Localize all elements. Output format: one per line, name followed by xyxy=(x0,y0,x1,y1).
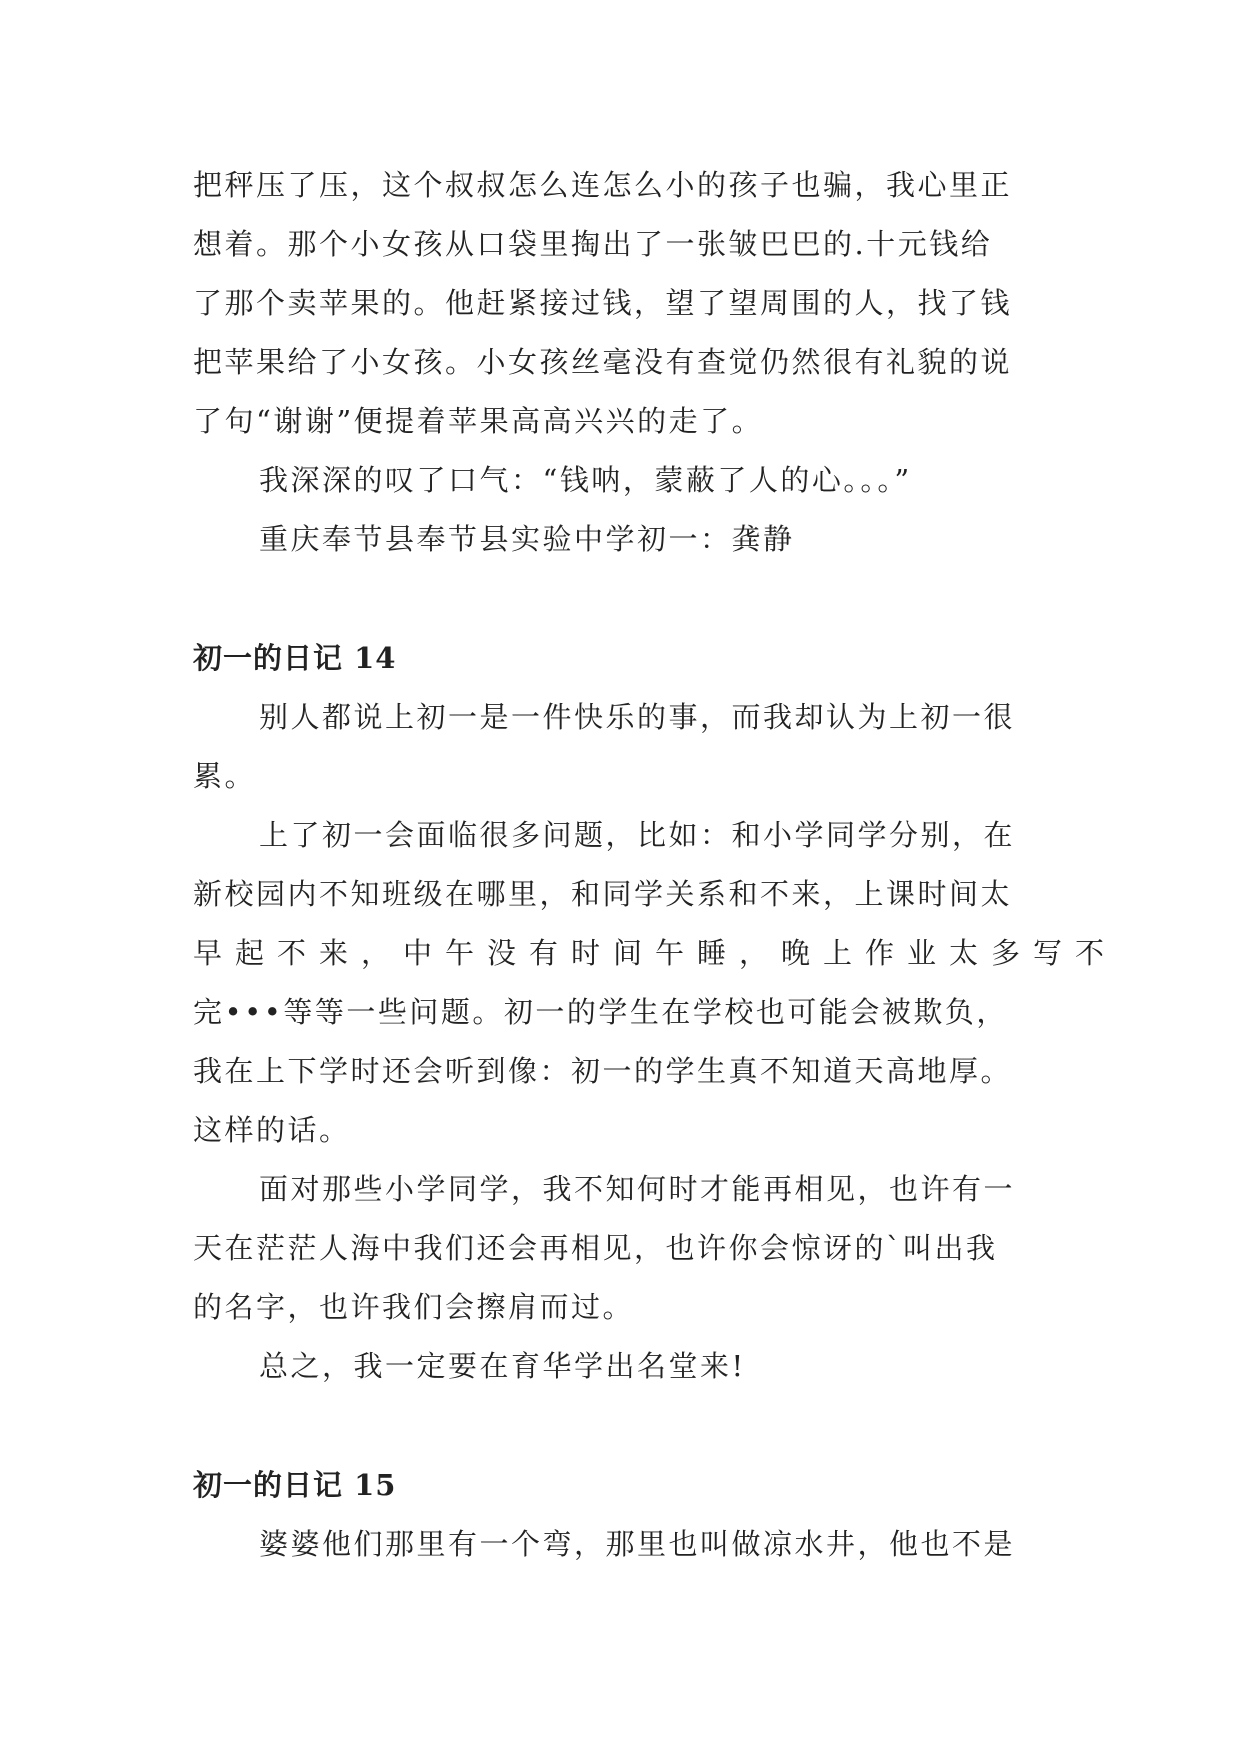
diary-14-paragraph-4: 总之，我一定要在育华学出名堂来! xyxy=(259,1349,746,1383)
text-line: 完•••等等一些问题。初一的学生在学校也可能会被欺负， xyxy=(193,995,1008,1029)
text-line: 把秤压了压，这个叔叔怎么连怎么小的孩子也骗，我心里正 xyxy=(193,168,1013,202)
text-line: 面对那些小学同学，我不知何时才能再相见，也许有一 xyxy=(259,1172,1016,1206)
text-line: 我在上下学时还会听到像：初一的学生真不知道天高地厚。 xyxy=(193,1054,1013,1088)
text-line: 把苹果给了小女孩。小女孩丝毫没有查觉仍然很有礼貌的说 xyxy=(193,345,1013,379)
diary-15-paragraph-1: 婆婆他们那里有一个弯，那里也叫做凉水井，他也不是 xyxy=(259,1527,1016,1561)
text-line: 了句“谢谢”便提着苹果高高兴兴的走了。 xyxy=(193,404,764,438)
document-body xyxy=(193,156,1118,1574)
text-line: 想着。那个小女孩从口袋里掏出了一张皱巴巴的.十元钱给 xyxy=(193,227,993,261)
story-paragraph xyxy=(193,156,1073,451)
author-signature: 重庆奉节县奉节县实验中学初一：龚静 xyxy=(259,522,795,556)
text-line: 别人都说上初一是一件快乐的事，而我却认为上初一很 xyxy=(259,700,1016,734)
text-line: 了那个卖苹果的。他赶紧接过钱，望了望周围的人，找了钱 xyxy=(193,286,1013,320)
section-gap xyxy=(193,1396,1073,1456)
diary-title-15: 初一的日记 15 xyxy=(193,1468,397,1502)
text-line: 天在茫茫人海中我们还会再相见，也许你会惊讶的`叫出我 xyxy=(193,1231,998,1265)
diary-title-14: 初一的日记 14 xyxy=(193,641,397,675)
text-line: 新校园内不知班级在哪里，和同学关系和不来，上课时间太 xyxy=(193,877,1013,911)
diary-14-paragraph-3 xyxy=(193,1160,1073,1337)
text-line: 上了初一会面临很多问题，比如：和小学同学分别，在 xyxy=(259,818,1016,852)
diary-14-paragraph-2 xyxy=(193,806,1118,1160)
diary-14-paragraph-1 xyxy=(193,688,1073,806)
text-line: 的名字，也许我们会擦肩而过。 xyxy=(193,1290,635,1324)
text-line: 早起不来，中午没有时间午睡，晚上作业太多写不 xyxy=(193,936,1118,970)
text-line: 这样的话。 xyxy=(193,1113,351,1147)
section-gap xyxy=(193,569,1073,629)
sigh-paragraph: 我深深的叹了口气：“钱呐，蒙蔽了人的心。。。” xyxy=(259,463,912,497)
text-line: 累。 xyxy=(193,759,257,793)
